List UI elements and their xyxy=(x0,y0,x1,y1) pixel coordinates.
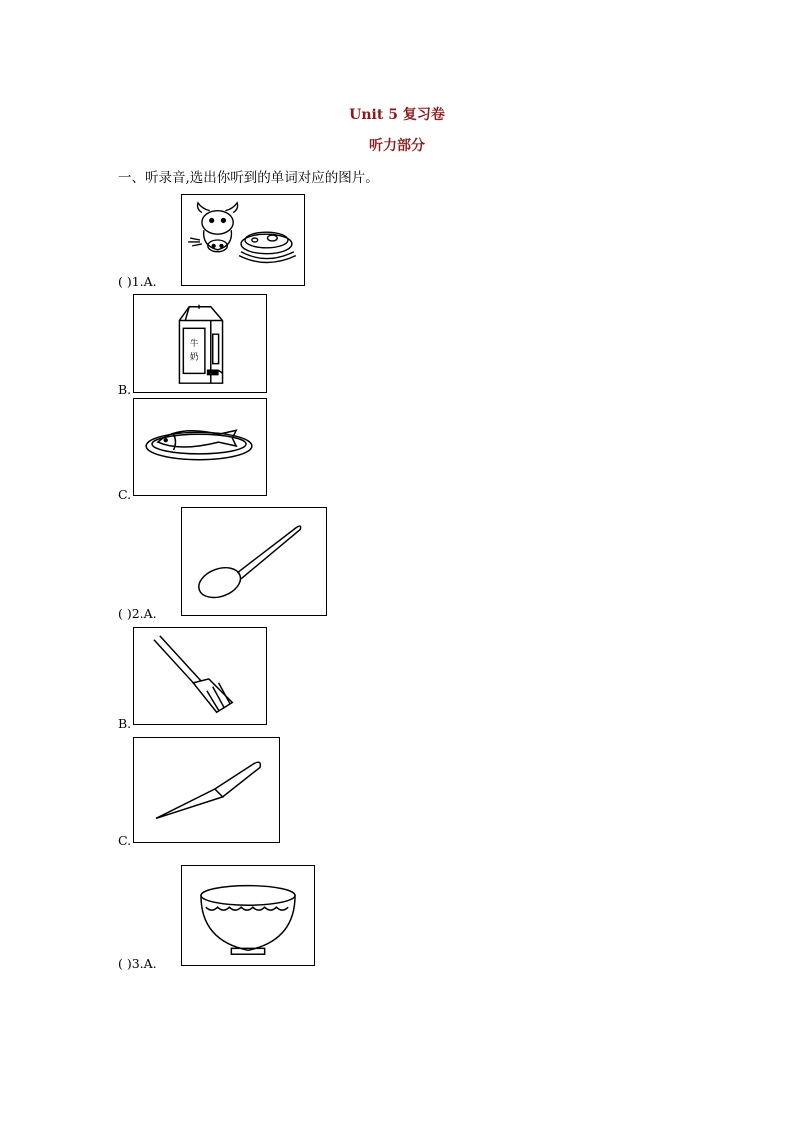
option-2a-image[interactable] xyxy=(181,507,327,616)
milk-carton-text-1: 牛 xyxy=(189,338,199,349)
option-2b-label: B. xyxy=(118,716,132,731)
question-2-label: ( )2.A. xyxy=(118,606,157,621)
milk-carton-icon xyxy=(134,295,266,392)
page-title: Unit 5 复习卷 xyxy=(349,107,445,123)
milk-carton-text-2: 奶 xyxy=(189,352,199,363)
option-2b-image[interactable] xyxy=(133,627,267,725)
bowl-icon xyxy=(182,866,314,965)
option-2c-image[interactable] xyxy=(133,737,280,843)
option-1c-image[interactable] xyxy=(133,398,267,496)
option-1c-label: C. xyxy=(118,487,132,502)
question-1-label: ( )1.A. xyxy=(118,274,157,289)
fork-icon xyxy=(134,628,266,724)
instruction: 一、听录音,选出你听到的单词对应的图片。 xyxy=(118,170,379,186)
option-3a-image[interactable] xyxy=(181,865,315,966)
option-1a-image[interactable] xyxy=(181,194,305,286)
option-1b-image[interactable] xyxy=(133,294,267,393)
option-2c-label: C. xyxy=(118,833,132,848)
option-1b-label: B. xyxy=(118,382,132,397)
question-3-label: ( )3.A. xyxy=(118,956,157,971)
knife-icon xyxy=(134,738,279,842)
section-heading: 听力部分 xyxy=(369,138,425,154)
spoon-icon xyxy=(182,508,326,615)
beef-icon xyxy=(182,195,304,285)
fish-plate-icon xyxy=(134,399,266,495)
